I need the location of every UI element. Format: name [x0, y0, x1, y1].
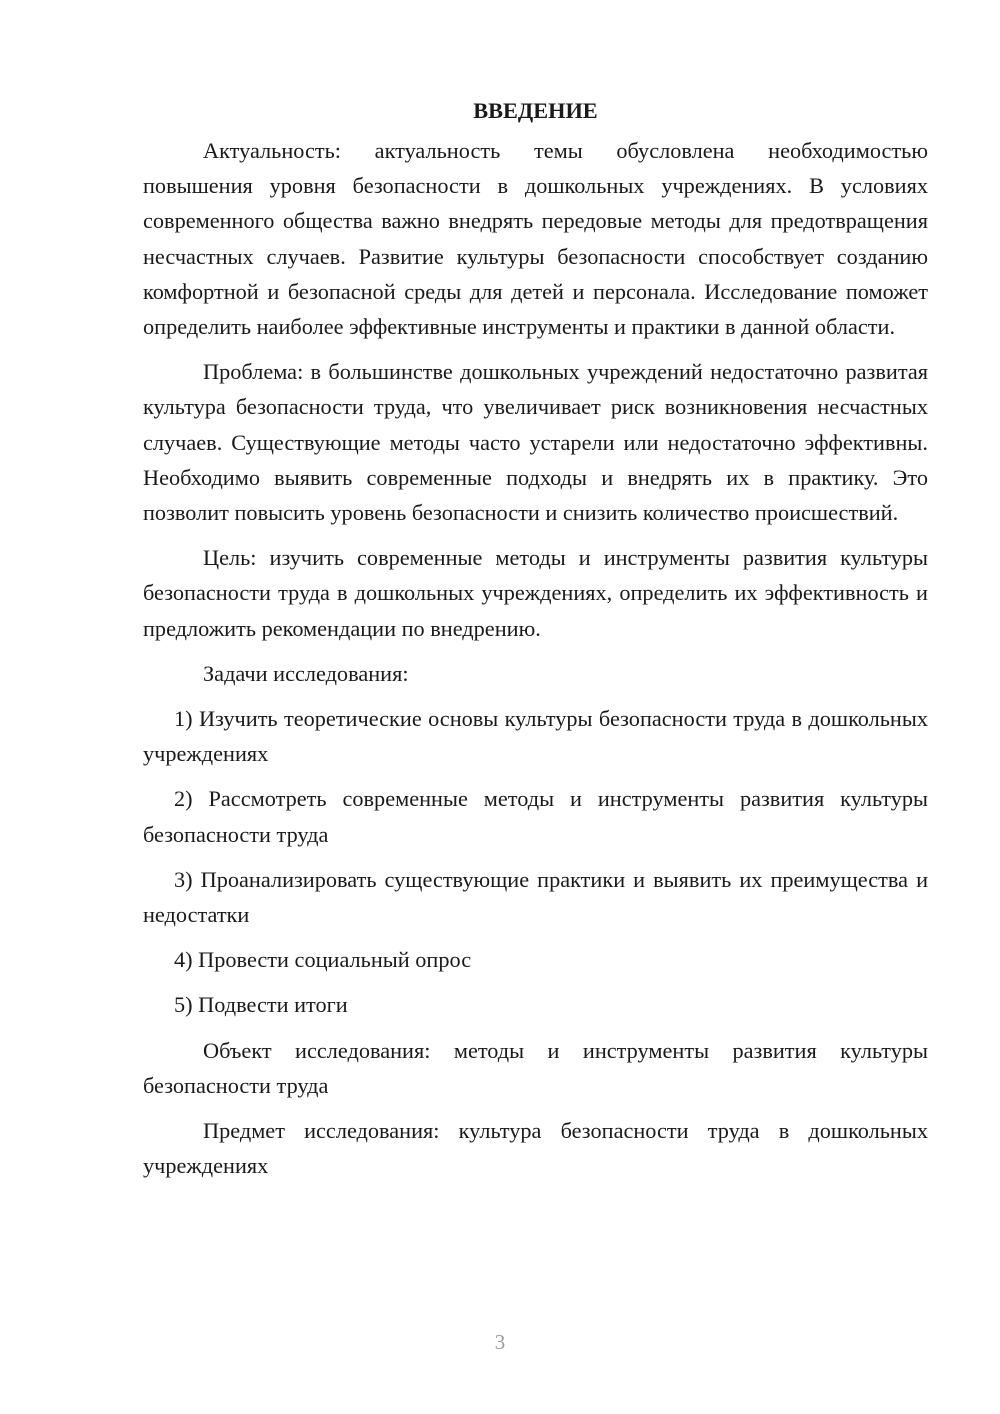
paragraph-object: Объект исследования: методы и инструменты развития культуры безопасности труда: [143, 1037, 928, 1098]
task-item: 5) Подвести итоги: [174, 992, 348, 1018]
paragraph-goal: Цель: изучить современные методы и инструменты развития культуры безопасности труда в дошкольных учреждениях, определить их эффективность и предложить рекомендации по внедрению.: [143, 545, 928, 641]
paragraph-problem: Проблема: в большинстве дошкольных учреждений недостаточно развитая культура безопасности труда, что увеличивает риск возникновения несчастных случаев. Существующие методы часто устарели или недостаточно эффективны. Необходимо выявить современные подходы и внедрять их в практику. Это позволит повысить уровень безопасности и снизить количество происшествий.: [143, 359, 928, 526]
task-item: 4) Провести социальный опрос: [174, 947, 472, 973]
task-item: 2) Рассмотреть современные методы и инструменты развития культуры безопасности труда: [143, 786, 928, 847]
page-content: [143, 93, 928, 1193]
section-heading: ВВЕДЕНИЕ: [473, 98, 598, 123]
paragraph-subject: Предмет исследования: культура безопасности труда в дошкольных учреждениях: [143, 1118, 928, 1179]
tasks-intro: Задачи исследования:: [203, 660, 409, 686]
paragraph-relevance: Актуальность: актуальность темы обусловлена необходимостью повышения уровня безопасности в дошкольных учреждениях. В условиях современного общества важно внедрять передовые методы для предотвращения несчастных случаев. Развитие культуры безопасности способствует созданию комфортной и безопасной среды для детей и персонала. Исследование поможет определить наиболее эффективные инструменты и практики в данной области.: [143, 138, 928, 340]
task-item: 1) Изучить теоретические основы культуры безопасности труда в дошкольных учреждениях: [143, 706, 928, 767]
page-number: 3: [494, 1330, 506, 1354]
task-item: 3) Проанализировать существующие практики и выявить их преимущества и недостатки: [143, 866, 928, 928]
